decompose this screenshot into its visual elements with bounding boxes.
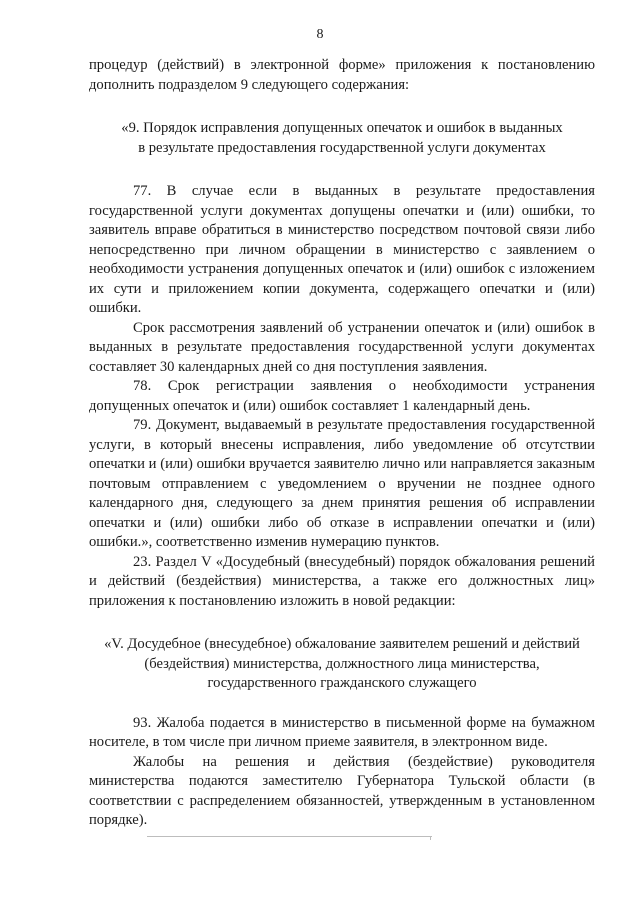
paragraph-77: 77. В случае если в выданных в результате предоставления государственной услуги документах допущены опечатки и (или) ошибки, то заявитель вправе обратиться в министерство посредством почтовой связи либо непосредственно при личном обращении в министерство с заявлением о необходимости устранения допущенных опечаток и (или) ошибок с изложением их сути и приложением копии документа, содержащего опечатки и (или) ошибки. (89, 183, 595, 316)
footer-divider-mark (430, 837, 431, 840)
paragraph-23: 23. Раздел V «Досудебный (внесудебный) порядок обжалования решений и действий (бездействия) министерства, а также его должностных лиц» приложения к постановлению изложить в новой редакции: (89, 553, 595, 609)
document-body (89, 56, 595, 831)
section-V-heading (89, 635, 595, 694)
paragraph-93: 93. Жалоба подается в министерство в письменной форме на бумажном носителе, в том числе при личном приеме заявителя, в электронном виде. (89, 714, 595, 750)
page-number: 8 (316, 27, 324, 42)
paragraph-79: 79. Документ, выдаваемый в результате предоставления государственной услуги, в который внесены исправления, либо уведомление об отсутствии опечатки и (или) ошибки вручается заявителю лично или направляется заказным почтовым отправлением с уведомлением о вручении не позднее одного календарного дня, следующего за днем принятия решения об исправлении опечатки и (или) ошибки либо об отказе в исправлении опечатки и (или) ошибки.», соответственно изменив нумерацию пунктов. (89, 417, 595, 550)
footer-divider (147, 836, 432, 837)
spacer (89, 611, 595, 635)
section-V-heading-line: государственного гражданского служащего (207, 675, 477, 691)
section-V-heading-line: «V. Досудебное (внесудебное) обжалование заявителем решений и действий (104, 636, 580, 652)
section-V-heading-line: (бездействия) министерства, должностного лица министерства, (144, 655, 540, 672)
spacer (89, 95, 595, 119)
section-9-heading-line: в результате предоставления государственной услуги документах (138, 139, 546, 156)
intro-paragraph: процедур (действий) в электронной форме» приложения к постановлению дополнить подразделом 9 следующего содержания: (89, 57, 595, 93)
section-9-heading-line: «9. Порядок исправления допущенных опечаток и ошибок в выданных (121, 120, 563, 136)
paragraph-zhaloby: Жалобы на решения и действия (бездействие) руководителя министерства подаются заместителю Губернатора Тульской области (в соответствии с распределением обязанностей, утвержденным в установленном порядке). (89, 753, 595, 828)
paragraph-78: 78. Срок регистрации заявления о необходимости устранения допущенных опечаток и (или) ошибок составляет 1 календарный день. (89, 378, 595, 414)
paragraph-srok: Срок рассмотрения заявлений об устранении опечаток и (или) ошибок в выданных в результате предоставления государственной услуги документах составляет 30 календарных дней со дня поступления заявления. (89, 319, 595, 375)
spacer (89, 694, 595, 714)
spacer (89, 158, 595, 182)
section-9-heading (89, 119, 595, 158)
